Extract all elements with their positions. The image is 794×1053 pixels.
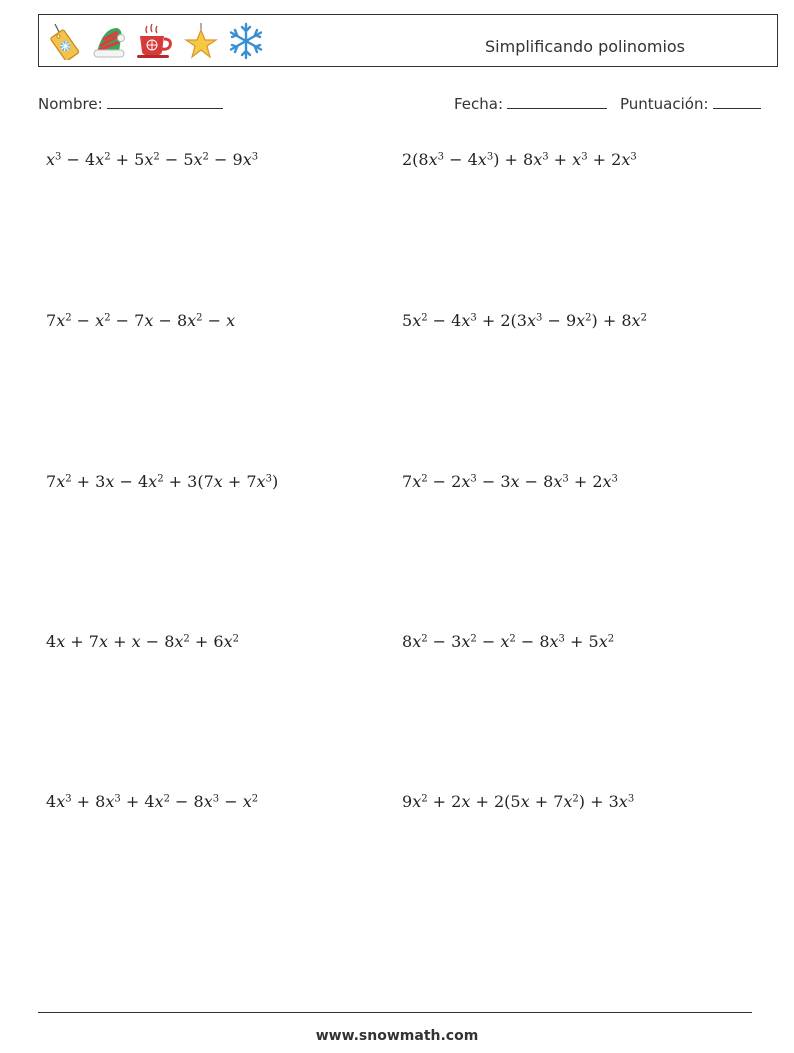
star-ornament-icon	[183, 22, 219, 60]
score-field	[620, 94, 761, 113]
score-label: Puntuación:	[620, 95, 709, 113]
hot-cocoa-mug-icon	[135, 22, 175, 60]
problem-3: $7x^2 - x^2 - 7x - 8x^2 - x$	[46, 311, 236, 330]
date-field	[454, 94, 607, 113]
gift-tag-icon	[47, 22, 83, 60]
problem-5: $7x^2 + 3x - 4x^2 + 3(7x + 7x^3)$	[46, 472, 279, 491]
footer-divider	[38, 1012, 752, 1013]
date-label: Fecha:	[454, 95, 504, 113]
name-label: Nombre:	[38, 95, 103, 113]
score-blank[interactable]	[713, 94, 761, 109]
problem-6: $7x^2 - 2x^3 - 3x - 8x^3 + 2x^3$	[402, 472, 618, 491]
icon-strip	[47, 21, 265, 61]
header-box	[38, 14, 778, 67]
santa-hat-icon	[91, 22, 127, 60]
problem-1: $x^3 - 4x^2 + 5x^2 - 5x^2 - 9x^3$	[46, 150, 259, 169]
name-field	[38, 94, 223, 113]
problem-7: $4x + 7x + x - 8x^2 + 6x^2$	[46, 632, 239, 651]
worksheet-title: Simplificando polinomios	[485, 37, 686, 56]
name-blank[interactable]	[107, 94, 223, 109]
problem-8: $8x^2 - 3x^2 - x^2 - 8x^3 + 5x^2$	[402, 632, 615, 651]
problem-4: $5x^2 - 4x^3 + 2(3x^3 - 9x^2) + 8x^2$	[402, 311, 647, 330]
problem-2: $2(8x^3 - 4x^3) + 8x^3 + x^3 + 2x^3$	[402, 150, 637, 169]
date-blank[interactable]	[507, 94, 607, 109]
problem-9: $4x^3 + 8x^3 + 4x^2 - 8x^3 - x^2$	[46, 792, 259, 811]
problem-10: $9x^2 + 2x + 2(5x + 7x^2) + 3x^3$	[402, 792, 635, 811]
footer-url[interactable]: www.snowmath.com	[315, 1028, 479, 1044]
snowflake-icon	[227, 22, 265, 60]
